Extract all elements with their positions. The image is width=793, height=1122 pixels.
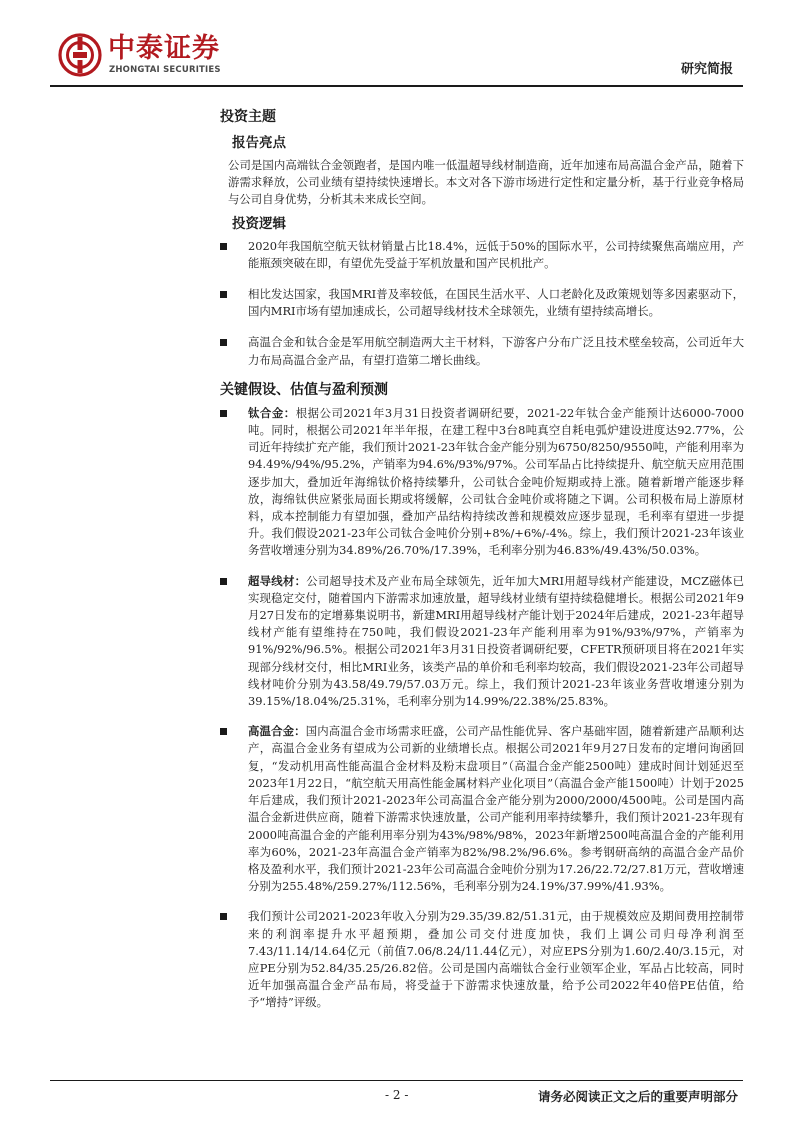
- section-title: 投资主题: [220, 109, 276, 125]
- list-item: 相比发达国家，我国MRI普及率较低，在国民生活水平、人口老龄化及政策规划等多因素驱动下，国内MRI市场有望加速成长，公司超导线材技术全球领先，业绩有望持续高增长。: [220, 286, 744, 320]
- list-item: 超导线材：公司超导技术及产业布局全球领先，近年加大MRI用超导线材产能建设，MCZ磁体已实现稳定交付，随着国内下游需求加速放量，超导线材业绩有望持续稳健增长。根据公司2021年9月27日发布的定增募集说明书，新建MRI用超导线材产能计划于2024年后建成，2021-23年超导线材产能有望维持在750吨，我们假设2021-23年产能利用率为91%/93%/97%，产销率为91%/92%/96.5%。根据公司2021年3月31日投资者调研纪要，CFETR预研项目将在2021年实现部分线材交付，相比MRI业务，该类产品的单价和毛利率均较高，我们假设2021-23年公司超导线材吨价分别为43.58/49.79/57.03万元。综上，我们预计2021-23年该业务营收增速分别为39.15%/18.04%/25.31%，毛利率分别为14.99%/22.38%/25.83%。: [220, 573, 744, 711]
- bullet-square-icon: [220, 291, 227, 298]
- footer-divider: [50, 1080, 743, 1081]
- list-item: 高温合金：国内高温合金市场需求旺盛，公司产品性能优异、客户基础牢固，随着新建产品顺利达产，高温合金业务有望成为公司新的业绩增长点。根据公司2021年9月27日发布的定增问询函回复，“发动机用高性能高温合金材料及粉末盘项目”（高温合金产能2500吨）建成时间计划延迟至2023年1月22日，“航空航天用高性能金属材料产业化项目”（高温合金产能1500吨）计划于2025年后建成，我们预计2021-2023年公司高温合金产能分别为2000/2000/4500吨。公司是国内高温合金新进供应商，随着下游需求快速放量，公司产能利用率持续攀升，我们预计2021-23年现有2000吨高温合金的产能利用率分别为43%/98%/98%，2023年新增2500吨高温合金的产能利用率为60%，2021-23年高温合金产销率为82%/98.2%/96.6%。参考钢研高纳的高温合金产品价格及盈利水平，我们预计2021-23年公司高温合金吨价分别为17.26/22.72/27.81万元，营收增速分别为255.48%/259.27%/112.56%，毛利率分别为24.19%/37.99%/41.93%。: [220, 723, 744, 895]
- report-type-label: 研究简报: [680, 62, 733, 77]
- bullet-square-icon: [220, 913, 227, 920]
- logo-english-name: ZHONGTAI SECURITIES: [109, 65, 221, 75]
- footer-disclaimer: 请务必阅读正文之后的重要声明部分: [537, 1089, 738, 1104]
- bullet-square-icon: [220, 578, 227, 585]
- logic-heading: 投资逻辑: [232, 215, 286, 232]
- company-logo: [58, 33, 248, 79]
- header-divider: [50, 85, 743, 87]
- assumptions-heading: 关键假设、估值与盈利预测: [220, 381, 388, 398]
- bullet-square-icon: [220, 339, 227, 346]
- assumptions-list: [220, 405, 744, 1012]
- list-item: 高温合金和钛合金是军用航空制造两大主干材料，下游客户分布广泛且技术壁垒较高，公司近年大力布局高温合金产品，有望打造第二增长曲线。: [220, 334, 744, 368]
- main-content: [220, 98, 744, 1025]
- bullet-square-icon: [220, 410, 227, 417]
- logic-list: [220, 238, 744, 369]
- list-item: 我们预计公司2021-2023年收入分别为29.35/39.82/51.31元，由于规模效应及期间费用控制带来的利润率提升水平超预期，叠加公司交付进度加快，我们上调公司归母净利润至7.43/11.14/14.64亿元（前值7.06/8.24/11.44亿元），对应EPS分别为1.60/2.40/3.15元，对应PE分别为52.84/35.25/26.82倍。公司是国内高端钛合金行业领军企业，军品占比较高，同时近年加强高温合金产品布局，将受益于下游需求快速放量，给予公司2022年40倍PE估值，给予“增持”评级。: [220, 908, 744, 1011]
- logo-chinese-name: 中泰证券: [108, 33, 220, 64]
- bullet-square-icon: [220, 728, 227, 735]
- list-item: 2020年我国航空航天钛材销量占比18.4%，远低于50%的国际水平，公司持续聚焦高端应用，产能瓶颈突破在即，有望优先受益于军机放量和国产民机批产。: [220, 238, 744, 272]
- highlights-heading: 报告亮点: [232, 135, 286, 151]
- zhongtai-logo-icon: [58, 33, 102, 77]
- page-header: [0, 0, 793, 100]
- page-number: - 2 -: [385, 1088, 409, 1102]
- highlights-text: 公司是国内高端钛合金领跑者，是国内唯一低温超导线材制造商，近年加速布局高温合金产品，随着下游需求释放，公司业绩有望持续快速增长。本文对各下游市场进行定性和定量分析，基于行业竞争格局与公司自身优势，分析其未来成长空间。: [228, 158, 744, 207]
- list-item: 钛合金：根据公司2021年3月31日投资者调研纪要，2021-22年钛合金产能预计达6000-7000吨。同时，根据公司2021年半年报，在建工程中3台8吨真空自耗电弧炉建设进度达92.77%，公司近年持续扩充产能，我们预计2021-23年钛合金产能分别为6750/8250/9550吨，产能利用率为94.49%/94%/95.2%，产销率为94.6%/93%/97%。公司军品占比持续提升、航空航天应用范围逐步加大，叠加近年海绵钛价格持续攀升，公司钛合金吨价短期或持上涨。随着新增产能逐步释放，海绵钛供应紧张局面长期或将缓解，公司钛合金吨价或将随之下调。公司积极布局上游原材料，成本控制能力有望加强，叠加产品结构持续改善和规模效应逐步显现，毛利率有望进一步提升。我们假设2021-23年公司钛合金吨价分别+8%/+6%/-4%。综上，我们预计2021-23年该业务营收增速分别为34.89%/26.70%/17.39%，毛利率分别为46.83%/49.43%/50.03%。: [220, 405, 744, 560]
- bullet-square-icon: [220, 243, 227, 250]
